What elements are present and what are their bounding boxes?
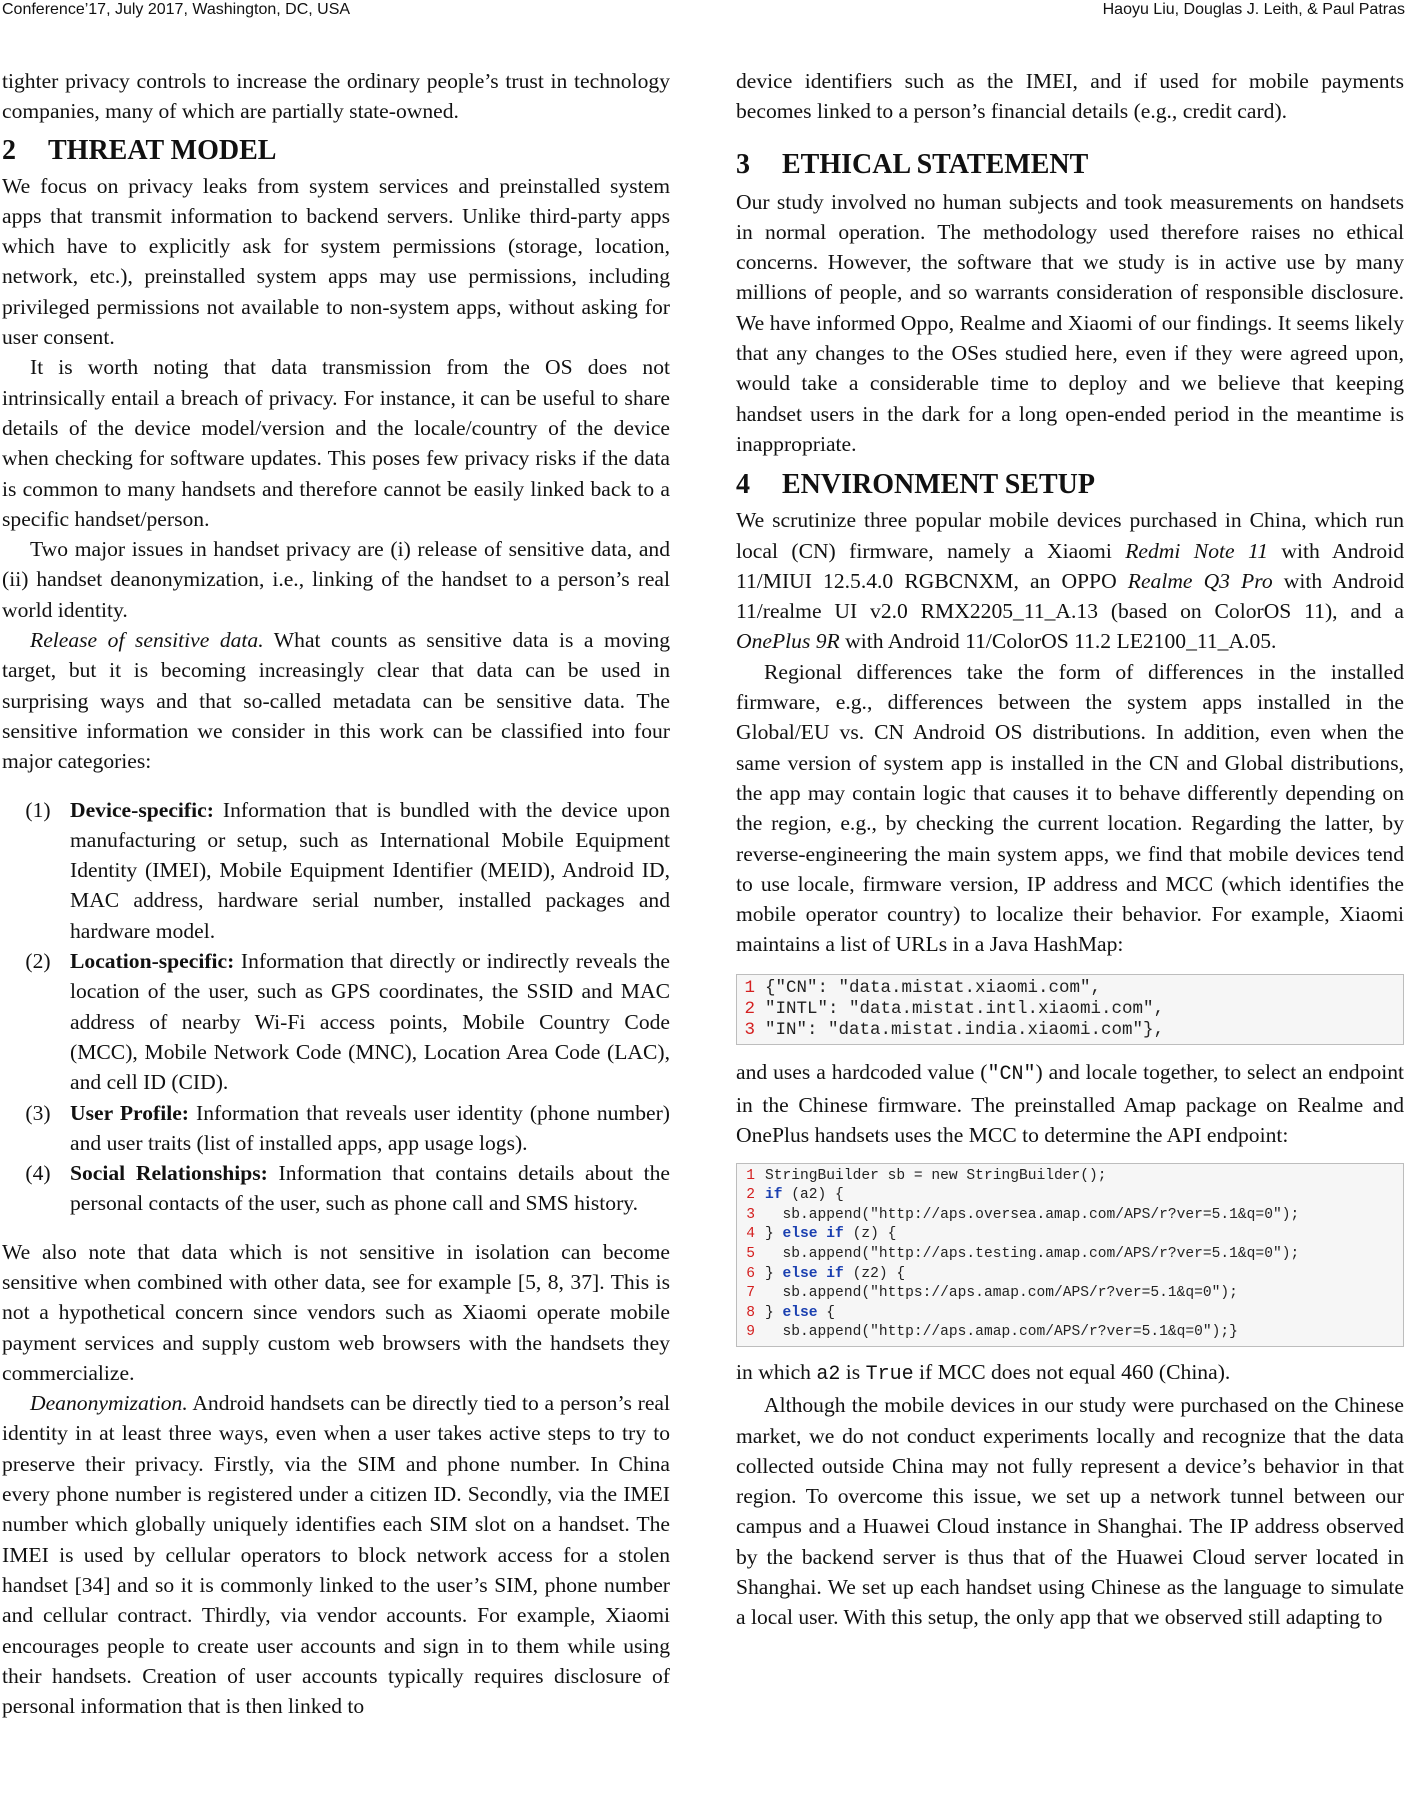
code-line [737, 1284, 1403, 1304]
list-text: Information that is bundled with the device upon manufacturing or setup, such as International Mobile Equipment Identity (IMEI), Mobile Equipment Identifier (MEID), Android ID, MAC address, hardware serial number, installed packages and hardware model. [70, 797, 670, 943]
list-term: Location-specific: [70, 949, 235, 974]
code-indent: } [765, 1226, 783, 1243]
code-line [737, 1265, 1403, 1285]
list-text: Information that reveals user identity (phone number) and user traits (list of installed apps, app usage logs). [70, 1100, 670, 1155]
continued-paragraph: device identifiers such as the IMEI, and if used for mobile payments becomes linked to a person’s financial details (e.g., credit card). [736, 69, 1404, 124]
paragraph-lead: Deanonymization. [30, 1391, 188, 1416]
line-number: 6 [746, 1265, 755, 1282]
code-indent [765, 1324, 783, 1340]
paragraph: We also note that data which is not sensitive in isolation can become sensitive when combined with other data, see for example [5, 8, 37]. This is not a hypothetical concern since vendors such as Xiaomi operate mobile payment services and supply custom web browsers with the handsets they commercialize. [2, 1239, 670, 1385]
line-number: 2 [746, 1187, 755, 1204]
code-rest: (z2) { [843, 1265, 906, 1282]
code-listing-hashmap [736, 974, 1404, 1045]
code-indent [765, 1246, 783, 1262]
code-rest: StringBuilder sb = new StringBuilder(); [765, 1167, 1107, 1184]
code-indent [765, 1285, 783, 1301]
code-indent: } [765, 1304, 783, 1321]
code-text [755, 1167, 1107, 1187]
paragraph-a2 [736, 1357, 1404, 1390]
text-run: if MCC does not equal 460 (China). [913, 1359, 1231, 1384]
line-number: 3 [746, 1206, 755, 1223]
text-run: in which [736, 1359, 817, 1384]
line-number: 3 [744, 1019, 755, 1040]
paragraph-lead: Release of sensitive data. [30, 628, 264, 653]
code-text [755, 1265, 905, 1285]
code-listing-amap [736, 1163, 1404, 1347]
list-text: Information that contains details about the personal contacts of the user, such as phone call and SMS history. [70, 1161, 670, 1216]
device-name: Redmi Note 11 [1125, 538, 1268, 563]
code-keyword: else if [782, 1265, 844, 1282]
list-text: Information that directly or indirectly reveals the location of the user, such as GPS coordinates, the SSID and MAC address of nearby Wi-Fi access points, Mobile Country Code (MCC), Mobile Network Code (MNC), Location Area Code (LAC), and cell ID (CID). [70, 949, 670, 1095]
sensitive-categories-list [2, 795, 670, 1219]
text-run: ) and locale together, to select an endpoint in the Chinese firmware. The preinstalled Amap package on Realme and OnePlus handsets uses the MCC to determine the API endpoint: [736, 1059, 1404, 1148]
code-line [737, 1206, 1403, 1226]
paragraph: It is worth noting that data transmission from the OS does not intrinsically entail a breach of privacy. For instance, it can be useful to share details of the device model/version and the locale/country of the device when checking for software updates. This poses few privacy risks if the data is common to many handsets and therefore cannot be easily linked back to a specific handset/person. [2, 355, 670, 531]
running-header [0, 0, 1409, 30]
intro-paragraph: tighter privacy controls to increase the ordinary people’s trust in technology companies, many of which are partially state-owned. [2, 69, 670, 124]
list-term: Device-specific: [70, 797, 214, 822]
code-line [737, 1186, 1403, 1206]
list-item [2, 1158, 670, 1219]
section-number: 3 [736, 148, 750, 180]
code-text [755, 1284, 1238, 1304]
code-keyword: if [765, 1187, 783, 1204]
section-heading-threat-model [2, 133, 670, 169]
list-number: (4) [25, 1161, 51, 1186]
line-number: 9 [746, 1324, 755, 1341]
section-title: ENVIRONMENT SETUP [782, 469, 1095, 501]
inline-code: a2 [816, 1362, 841, 1386]
text-run: and uses a hardcoded value ( [736, 1059, 988, 1084]
code-rest: { [817, 1304, 836, 1321]
code-text [755, 1245, 1299, 1265]
paragraph-hardcoded [736, 1057, 1404, 1151]
code-indent: } [765, 1265, 783, 1282]
code-rest: sb.append("http://aps.testing.amap.com/APS/r?ver=5.1&q=0"); [782, 1245, 1300, 1262]
code-line [737, 1167, 1403, 1187]
section-heading-ethical-statement [736, 147, 1404, 183]
inline-code: "CN" [987, 1062, 1036, 1086]
list-number: (1) [25, 797, 51, 822]
code-text [755, 1186, 844, 1206]
code-text: "IN": "data.mistat.india.xiaomi.com"}, [765, 1019, 1165, 1040]
code-rest: (a2) { [782, 1187, 844, 1204]
paragraph-devices [736, 505, 1404, 656]
paragraph: We focus on privacy leaks from system services and preinstalled system apps that transmit information to backend servers. Unlike third-party apps which have to explicitly ask for system permissions (storage, location, network, etc.), preinstalled system apps may use permissions, including privileged permissions not available to non-system apps, without asking for user consent. [2, 173, 670, 350]
paragraph-sensitive-data [2, 625, 670, 776]
section-number: 2 [2, 134, 16, 166]
paragraph-text: What counts as sensitive data is a moving target, but it is becoming increasingly clear that data can be used in surprising ways and that so-called metadata can be sensitive data. The sensitive information we consider in this work can be classified into four major categories: [2, 628, 671, 774]
list-number: (3) [25, 1100, 51, 1125]
text-run: with Android 11/MIUI 12.5.4.0 RGBCNXM, an OPPO [736, 538, 1404, 593]
code-text [755, 1304, 835, 1324]
code-line [737, 1225, 1403, 1245]
paragraph: Regional differences take the form of differences in the installed firmware, e.g., differences between the system apps installed in the Global/EU vs. CN Android OS distributions. In addition, even when the same version of system app is installed in the CN and Global distributions, the app may contain logic that causes it to behave differently depending on the region, e.g., by checking the current location. Regarding the latter, by reverse-engineering the main system apps, we find that mobile devices tend to use locale, firmware version, IP address and MCC (which identifies the mobile operator country) to localize their behavior. For example, Xiaomi maintains a list of URLs in a Java HashMap: [736, 659, 1404, 957]
code-line [737, 1020, 1403, 1041]
code-text [755, 1323, 1238, 1343]
section-number: 4 [736, 469, 750, 501]
section-title: ETHICAL STATEMENT [782, 148, 1089, 180]
text-run: is [840, 1359, 866, 1384]
paragraph: Our study involved no human subjects and took measurements on handsets in normal operation. The methodology used therefore raises no ethical concerns. However, the software that we study is in active use by many millions of people, and so warrants consideration of responsible disclosure. We have informed Oppo, Realme and Xiaomi of our findings. It seems likely that any changes to the OSes studied here, even if they were agreed upon, would take a considerable time to deploy and we believe that keeping handset users in the dark for a long open-ended period in the meantime is inappropriate. [736, 189, 1404, 456]
code-line [737, 1245, 1403, 1265]
device-name: OnePlus 9R [736, 629, 840, 654]
code-text: {"CN": "data.mistat.xiaomi.com", [765, 977, 1102, 998]
section-title: THREAT MODEL [48, 134, 277, 166]
list-number: (2) [25, 949, 51, 974]
line-number: 4 [746, 1226, 755, 1243]
line-number: 5 [746, 1245, 755, 1262]
paragraph-deanonymization [2, 1388, 670, 1721]
code-rest: sb.append("http://aps.oversea.amap.com/APS/r?ver=5.1&q=0"); [782, 1206, 1300, 1223]
paragraph: Although the mobile devices in our study were purchased on the Chinese market, we do not conduct experiments locally and recognize that the data collected outside China may not fully represent a device’s behavior in that region. To overcome this issue, we set up a network tunnel between our campus and a Huawei Cloud instance in Shanghai. The IP address observed by the backend server is thus that of the Huawei Cloud server located in Shanghai. We set up each handset using Chinese as the language to simulate a local user. With this setup, the only app that we observed still adapting to [736, 1393, 1404, 1630]
code-rest: (z) { [843, 1226, 897, 1243]
code-rest: sb.append("https://aps.amap.com/APS/r?ver=5.1&q=0"); [782, 1285, 1238, 1302]
header-conference: Conference’17, July 2017, Washington, DC, USA [2, 1, 351, 18]
code-keyword: else if [782, 1226, 844, 1243]
header-authors: Haoyu Liu, Douglas J. Leith, & Paul Patras [1102, 1, 1405, 18]
text-run: with Android 11/realme UI v2.0 RMX2205_11_A.13 (based on ColorOS 11), and a [736, 568, 1404, 624]
code-text [755, 1225, 896, 1245]
paragraph-text: Android handsets can be directly tied to a person’s real identity in at least three ways, even when a user takes active steps to try to preserve their privacy. Firstly, via the SIM and phone number. In China every phone number is registered under a citizen ID. Secondly, via the IMEI number which globally uniquely identifies each SIM slot on a handset. The IMEI is used by cellular operators to block network access for a stolen handset [34] and so it is commonly linked to the user’s SIM, phone number and cellular contract. Thirdly, via vendor accounts. For example, Xiaomi encourages people to create user accounts and sign in to them while using their handsets. Creation of user accounts typically requires disclosure of personal information that is then linked to [2, 1391, 670, 1719]
device-name: Realme Q3 Pro [1127, 568, 1273, 593]
list-term: Social Relationships: [70, 1161, 268, 1186]
code-text: "INTL": "data.mistat.intl.xiaomi.com", [765, 998, 1165, 1019]
left-column [2, 66, 670, 1721]
list-item [2, 795, 670, 946]
section-heading-environment-setup [736, 467, 1404, 503]
line-number: 2 [744, 998, 755, 1019]
code-indent [765, 1207, 783, 1223]
line-number: 1 [744, 977, 755, 998]
code-keyword: else [782, 1304, 818, 1321]
code-line [737, 999, 1403, 1020]
text-run: with Android 11/ColorOS 11.2 LE2100_11_A.05. [839, 629, 1277, 654]
inline-code: True [865, 1362, 914, 1386]
text-run: We scrutinize three popular mobile devices purchased in China, which run local (CN) firmware, namely a Xiaomi [736, 508, 1404, 563]
code-line [737, 1304, 1403, 1324]
paragraph: Two major issues in handset privacy are (i) release of sensitive data, and (ii) handset deanonymization, i.e., linking of the handset to a person’s real world identity. [2, 537, 670, 622]
code-text [755, 1206, 1299, 1226]
list-item [2, 946, 670, 1097]
code-line [737, 978, 1403, 999]
line-number: 7 [746, 1285, 755, 1302]
code-line [737, 1323, 1403, 1343]
line-number: 8 [746, 1304, 755, 1321]
code-rest: sb.append("http://aps.amap.com/APS/r?ver=5.1&q=0");} [782, 1324, 1238, 1341]
list-term: User Profile: [70, 1100, 189, 1125]
list-item [2, 1098, 670, 1159]
line-number: 1 [746, 1167, 755, 1184]
right-column [736, 66, 1404, 1633]
